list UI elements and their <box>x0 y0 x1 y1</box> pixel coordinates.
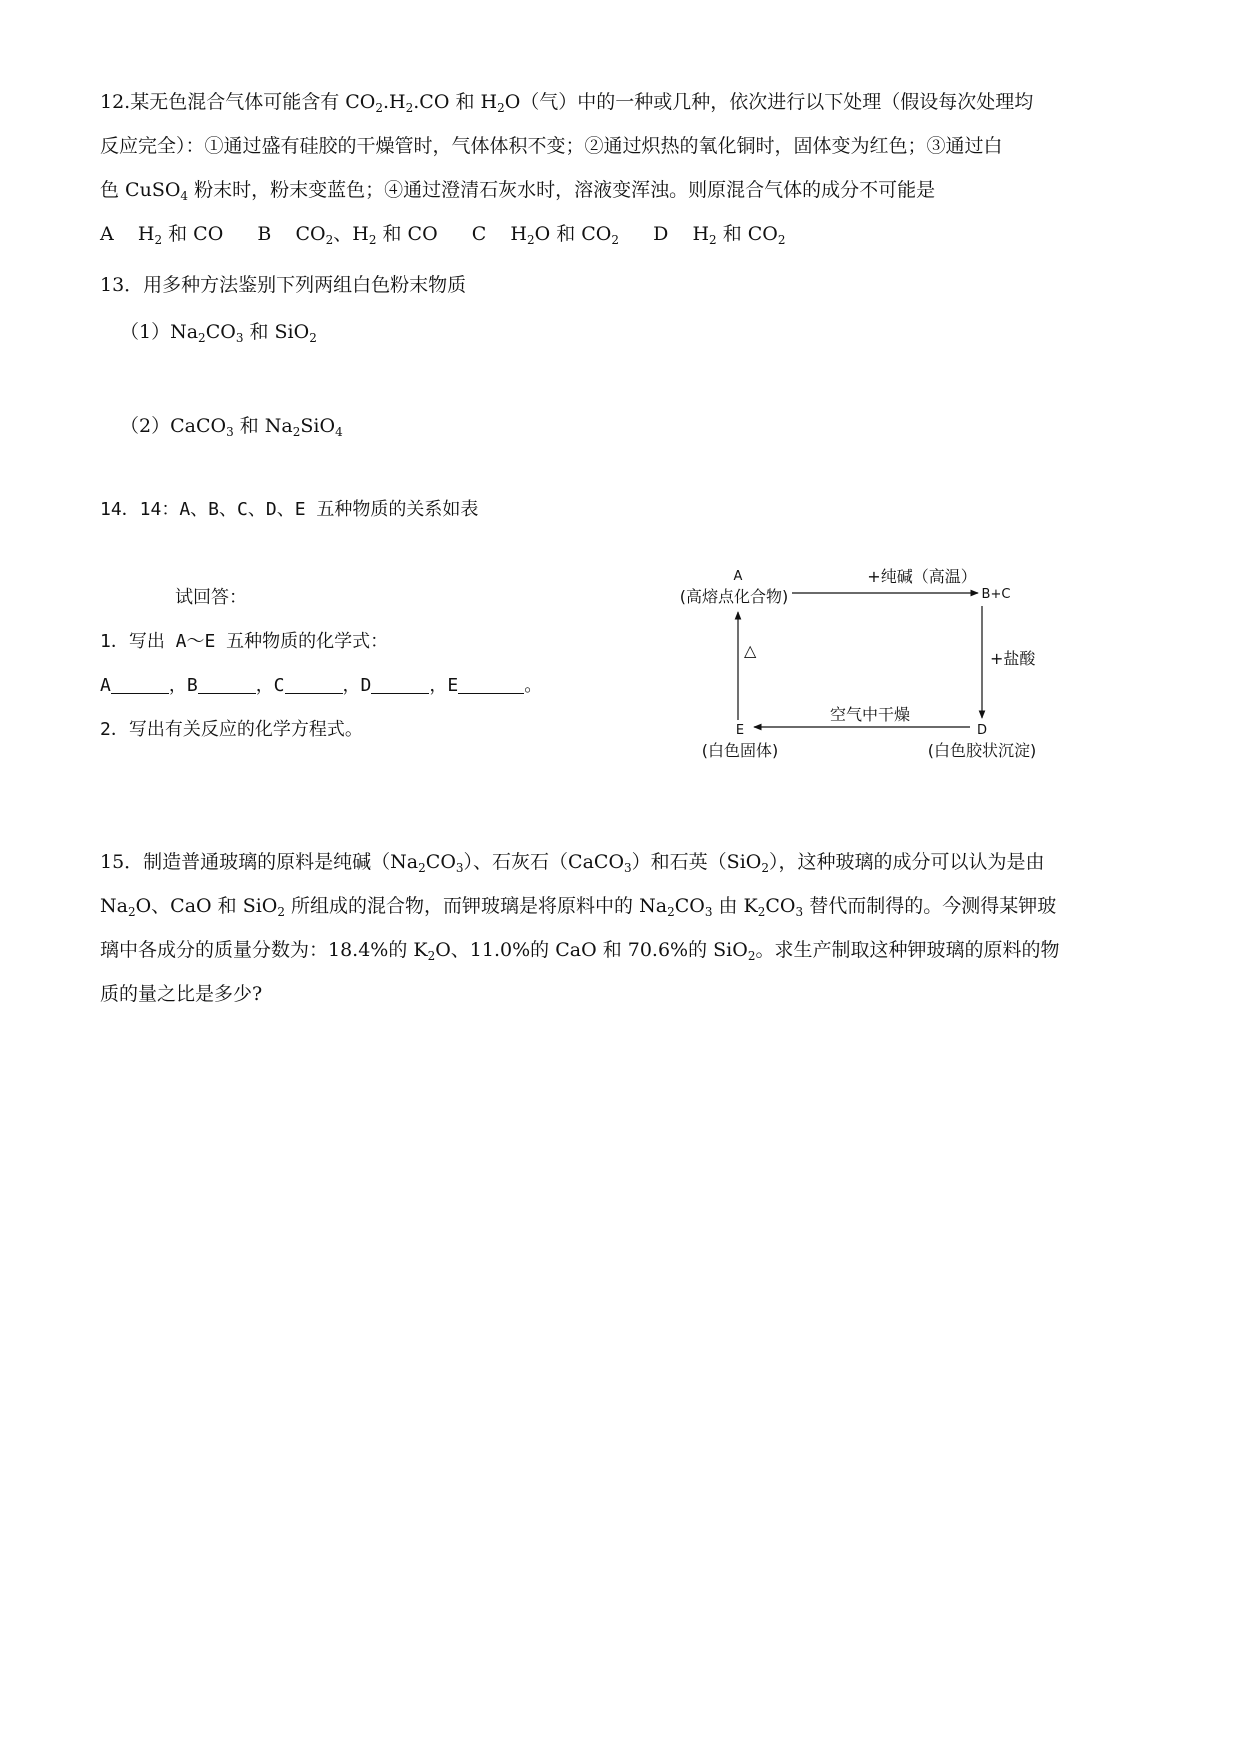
option-c: C $H_2O$ 和 $CO_2$ <box>471 223 620 247</box>
q12-line-3: 色 CuSO$_4$ 粉末时，粉末变蓝色；④通过澄清石灰水时，溶液变浑浊。则原混合气体的成分不可能是 <box>100 179 936 203</box>
q14-sub-1: 1．写出 A～E 五种物质的化学式： <box>100 631 389 652</box>
arrow-right-label: +盐酸 <box>990 649 1036 668</box>
blank-e[interactable] <box>458 673 524 694</box>
node-e-desc: (白色固体) <box>701 741 779 760</box>
blank-a[interactable] <box>111 673 169 694</box>
q13-title: 13．用多种方法鉴别下列两组白色粉末物质 <box>100 274 467 296</box>
q14-title: 14．14：A、B、C、D、E 五种物质的关系如表 <box>100 499 479 520</box>
arrow-left-label: △ <box>744 641 757 660</box>
option-b: B $CO_2$、$H_2$ 和 CO <box>257 223 438 247</box>
node-d-desc: (白色胶状沉淀) <box>927 741 1037 760</box>
q13-part-2: （2）CaCO$_3$ 和 $Na_2SiO_4$ <box>120 415 343 439</box>
q14-answer-blanks: A ，B ，C ，D ，E 。 <box>100 675 543 696</box>
node-a-label: A <box>733 569 743 584</box>
node-e-label: E <box>735 723 745 738</box>
option-a: A $H_2$ 和 CO <box>100 223 224 247</box>
q15-line-4: 质的量之比是多少? <box>100 983 263 1005</box>
arrow-top-label: +纯碱（高温） <box>867 567 977 586</box>
q14-prompt: 试回答： <box>175 587 247 608</box>
q13-part-1: $(1)Na_2CO_3$ 和 SiO$_2$ <box>120 321 317 345</box>
q15-line-2: $Na_2O$、CaO 和 SiO$_2$ 所组成的混合物，而钾玻璃是将原料中的 $Na_2CO_3$ 由 $K_2CO_3$ 替代而制得的。今测得某钾玻 <box>100 895 1057 919</box>
blank-d[interactable] <box>371 673 429 694</box>
blank-c[interactable] <box>285 673 343 694</box>
blank-b[interactable] <box>198 673 256 694</box>
q14-sub-2: 2．写出有关反应的化学方程式。 <box>100 719 363 740</box>
node-d-label: D <box>976 723 988 738</box>
node-a-desc: (高熔点化合物) <box>679 587 789 606</box>
reaction-diagram <box>660 560 1080 770</box>
q15-line-3: 璃中各成分的质量分数为：18.4%的 $K_2O$、11.0%的 CaO 和 70.6%的 SiO$_2$。求生产制取这种钾玻璃的原料的物 <box>100 939 1060 963</box>
q12-options <box>100 220 814 248</box>
node-bc-label: B+C <box>981 587 1011 602</box>
q12-line-2: 反应完全）：①通过盛有硅胶的干燥管时，气体体积不变；②通过炽热的氧化铜时，固体变为红色；③通过白 <box>100 135 1003 157</box>
q15-line-1: 15．制造普通玻璃的原料是纯碱$(Na_2CO_3)$、石灰石（CaCO$_3$）和石英（SiO$_2$），这种玻璃的成分可以认为是由 <box>100 851 1045 875</box>
option-d: D $H_2$ 和 $CO_2$ <box>653 223 786 247</box>
arrow-bottom-label: 空气中干燥 <box>829 705 911 724</box>
q12-line-1: 12.某无色混合气体可能含有 $CO_2.H_2.CO$ 和 $H_2O$（气）中的一种或几种，依次进行以下处理（假设每次处理均 <box>100 91 1034 115</box>
